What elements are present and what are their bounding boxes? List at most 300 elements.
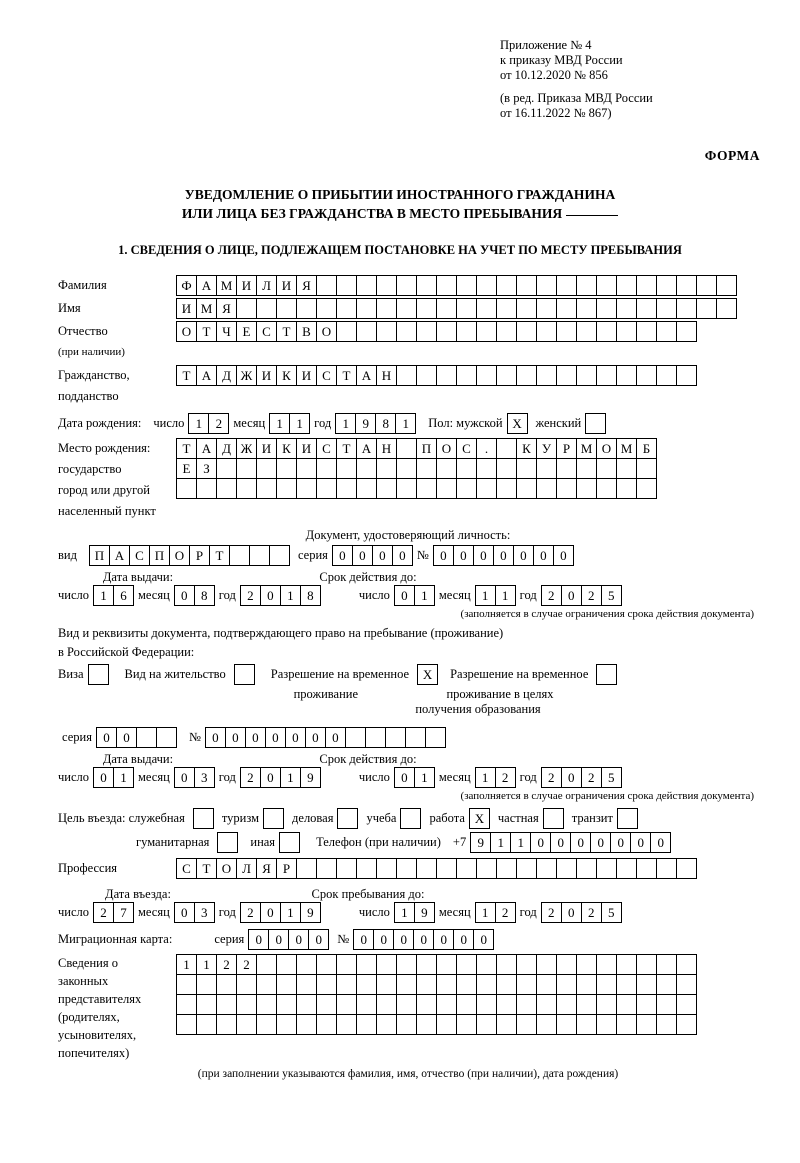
char-cell[interactable] (656, 365, 677, 386)
char-cell[interactable] (636, 994, 657, 1015)
char-cell[interactable]: М (616, 438, 637, 459)
char-cell[interactable] (296, 994, 317, 1015)
char-cell[interactable] (396, 321, 417, 342)
char-cell[interactable] (276, 458, 297, 479)
char-cell[interactable]: Р (556, 438, 577, 459)
char-cell[interactable]: 0 (394, 767, 415, 788)
char-cell[interactable] (676, 858, 697, 879)
char-cell[interactable]: И (256, 365, 277, 386)
char-cell[interactable] (616, 298, 637, 319)
char-cell[interactable]: 5 (601, 902, 622, 923)
char-cell[interactable] (596, 275, 617, 296)
char-cell[interactable]: 0 (473, 545, 494, 566)
char-cell[interactable] (576, 478, 597, 499)
char-cell[interactable] (256, 994, 277, 1015)
birth-month-input[interactable] (269, 413, 310, 434)
char-cell[interactable]: Н (376, 365, 397, 386)
char-cell[interactable] (236, 974, 257, 995)
char-cell[interactable]: 0 (530, 832, 551, 853)
char-cell[interactable] (536, 478, 557, 499)
char-cell[interactable]: 0 (260, 767, 281, 788)
char-cell[interactable] (436, 954, 457, 975)
char-cell[interactable] (256, 974, 277, 995)
char-cell[interactable]: О (169, 545, 190, 566)
surname-input[interactable] (176, 275, 737, 296)
char-cell[interactable]: 1 (475, 902, 496, 923)
char-cell[interactable] (296, 858, 317, 879)
visa-checkbox[interactable] (88, 664, 109, 685)
char-cell[interactable] (556, 321, 577, 342)
char-cell[interactable]: Д (216, 365, 237, 386)
char-cell[interactable]: 9 (470, 832, 491, 853)
char-cell[interactable]: Д (216, 438, 237, 459)
char-cell[interactable] (596, 1014, 617, 1035)
char-cell[interactable]: 0 (561, 902, 582, 923)
char-cell[interactable] (436, 994, 457, 1015)
char-cell[interactable]: 0 (550, 832, 571, 853)
char-cell[interactable]: 1 (93, 585, 114, 606)
birthplace-row-2[interactable] (176, 458, 657, 479)
char-cell[interactable]: К (276, 365, 297, 386)
stay-day-input[interactable] (394, 902, 435, 923)
char-cell[interactable]: Т (336, 365, 357, 386)
char-cell[interactable] (356, 974, 377, 995)
char-cell[interactable] (656, 954, 677, 975)
char-cell[interactable] (636, 1014, 657, 1035)
permit-valid-year-input[interactable] (541, 767, 622, 788)
birthplace-row-1[interactable] (176, 438, 657, 459)
char-cell[interactable] (256, 954, 277, 975)
char-cell[interactable] (676, 275, 697, 296)
char-cell[interactable] (425, 727, 446, 748)
char-cell[interactable] (396, 994, 417, 1015)
char-cell[interactable] (376, 858, 397, 879)
char-cell[interactable] (296, 298, 317, 319)
entry-month-input[interactable] (174, 902, 215, 923)
char-cell[interactable]: 0 (372, 545, 393, 566)
char-cell[interactable] (256, 478, 277, 499)
char-cell[interactable]: 1 (414, 767, 435, 788)
char-cell[interactable]: У (536, 438, 557, 459)
char-cell[interactable]: 1 (289, 413, 310, 434)
char-cell[interactable] (316, 298, 337, 319)
char-cell[interactable]: 2 (581, 585, 602, 606)
char-cell[interactable] (316, 458, 337, 479)
id-valid-year-input[interactable] (541, 585, 622, 606)
char-cell[interactable]: 2 (581, 767, 602, 788)
char-cell[interactable] (229, 545, 250, 566)
char-cell[interactable] (636, 321, 657, 342)
char-cell[interactable] (356, 321, 377, 342)
char-cell[interactable] (676, 365, 697, 386)
char-cell[interactable] (216, 994, 237, 1015)
char-cell[interactable] (516, 298, 537, 319)
char-cell[interactable] (596, 954, 617, 975)
char-cell[interactable] (256, 458, 277, 479)
permit-valid-month-input[interactable] (475, 767, 516, 788)
char-cell[interactable] (396, 365, 417, 386)
char-cell[interactable] (596, 478, 617, 499)
char-cell[interactable] (516, 858, 537, 879)
char-cell[interactable]: 0 (473, 929, 494, 950)
char-cell[interactable] (316, 994, 337, 1015)
char-cell[interactable] (516, 365, 537, 386)
char-cell[interactable] (696, 298, 717, 319)
char-cell[interactable]: К (516, 438, 537, 459)
char-cell[interactable] (456, 1014, 477, 1035)
char-cell[interactable] (456, 298, 477, 319)
char-cell[interactable]: 0 (392, 545, 413, 566)
char-cell[interactable]: М (196, 298, 217, 319)
birthplace-row-3[interactable] (176, 478, 657, 499)
id-valid-day-input[interactable] (394, 585, 435, 606)
char-cell[interactable] (356, 478, 377, 499)
char-cell[interactable] (365, 727, 386, 748)
char-cell[interactable]: 0 (570, 832, 591, 853)
char-cell[interactable]: И (256, 438, 277, 459)
char-cell[interactable]: 1 (510, 832, 531, 853)
char-cell[interactable] (336, 321, 357, 342)
char-cell[interactable] (676, 298, 697, 319)
char-cell[interactable]: В (296, 321, 317, 342)
char-cell[interactable] (196, 974, 217, 995)
char-cell[interactable] (416, 458, 437, 479)
char-cell[interactable] (336, 858, 357, 879)
char-cell[interactable] (496, 365, 517, 386)
legal-rep-row-2[interactable] (176, 974, 697, 995)
char-cell[interactable] (596, 321, 617, 342)
citizenship-input[interactable] (176, 365, 697, 386)
char-cell[interactable] (216, 974, 237, 995)
char-cell[interactable]: 0 (610, 832, 631, 853)
char-cell[interactable]: О (596, 438, 617, 459)
char-cell[interactable] (496, 438, 517, 459)
char-cell[interactable] (336, 954, 357, 975)
char-cell[interactable] (436, 298, 457, 319)
purpose-transit-checkbox[interactable] (617, 808, 638, 829)
char-cell[interactable]: 1 (176, 954, 197, 975)
char-cell[interactable] (376, 994, 397, 1015)
char-cell[interactable] (636, 858, 657, 879)
purpose-business-checkbox[interactable] (337, 808, 358, 829)
id-valid-month-input[interactable] (475, 585, 516, 606)
char-cell[interactable] (656, 298, 677, 319)
char-cell[interactable] (576, 365, 597, 386)
char-cell[interactable]: 0 (93, 767, 114, 788)
char-cell[interactable] (136, 727, 157, 748)
char-cell[interactable] (376, 478, 397, 499)
char-cell[interactable]: 9 (300, 767, 321, 788)
char-cell[interactable]: 1 (269, 413, 290, 434)
id-issue-year-input[interactable] (240, 585, 321, 606)
char-cell[interactable] (276, 994, 297, 1015)
char-cell[interactable] (256, 298, 277, 319)
char-cell[interactable]: 1 (188, 413, 209, 434)
char-cell[interactable] (636, 458, 657, 479)
char-cell[interactable]: 9 (355, 413, 376, 434)
char-cell[interactable] (656, 275, 677, 296)
char-cell[interactable]: 0 (533, 545, 554, 566)
id-number-input[interactable] (433, 545, 574, 566)
char-cell[interactable]: 1 (475, 767, 496, 788)
char-cell[interactable]: 0 (413, 929, 434, 950)
char-cell[interactable]: 0 (453, 929, 474, 950)
char-cell[interactable] (296, 954, 317, 975)
char-cell[interactable] (296, 974, 317, 995)
temp-residence-checkbox[interactable]: X (417, 664, 438, 685)
char-cell[interactable] (385, 727, 406, 748)
char-cell[interactable] (236, 458, 257, 479)
char-cell[interactable]: 0 (332, 545, 353, 566)
char-cell[interactable] (436, 478, 457, 499)
char-cell[interactable] (636, 954, 657, 975)
char-cell[interactable]: 0 (433, 545, 454, 566)
permit-issue-month-input[interactable] (174, 767, 215, 788)
char-cell[interactable] (436, 974, 457, 995)
char-cell[interactable] (496, 321, 517, 342)
char-cell[interactable] (576, 458, 597, 479)
purpose-private-checkbox[interactable] (543, 808, 564, 829)
char-cell[interactable]: 1 (280, 585, 301, 606)
char-cell[interactable] (456, 458, 477, 479)
char-cell[interactable]: 0 (265, 727, 286, 748)
char-cell[interactable]: С (176, 858, 197, 879)
char-cell[interactable] (436, 365, 457, 386)
char-cell[interactable]: 0 (205, 727, 226, 748)
char-cell[interactable] (316, 478, 337, 499)
char-cell[interactable] (156, 727, 177, 748)
char-cell[interactable] (516, 994, 537, 1015)
char-cell[interactable]: 0 (260, 585, 281, 606)
char-cell[interactable] (356, 994, 377, 1015)
char-cell[interactable] (416, 298, 437, 319)
char-cell[interactable]: И (236, 275, 257, 296)
char-cell[interactable] (636, 974, 657, 995)
char-cell[interactable] (396, 1014, 417, 1035)
patronymic-input[interactable] (176, 321, 697, 342)
char-cell[interactable] (536, 974, 557, 995)
migration-number-input[interactable] (353, 929, 494, 950)
char-cell[interactable] (356, 858, 377, 879)
char-cell[interactable]: 0 (650, 832, 671, 853)
char-cell[interactable] (276, 974, 297, 995)
char-cell[interactable]: О (316, 321, 337, 342)
char-cell[interactable] (576, 954, 597, 975)
char-cell[interactable] (396, 298, 417, 319)
entry-day-input[interactable] (93, 902, 134, 923)
char-cell[interactable]: 9 (414, 902, 435, 923)
char-cell[interactable] (436, 321, 457, 342)
char-cell[interactable] (496, 1014, 517, 1035)
residence-permit-checkbox[interactable] (234, 664, 255, 685)
char-cell[interactable] (496, 458, 517, 479)
char-cell[interactable]: И (296, 365, 317, 386)
char-cell[interactable] (536, 1014, 557, 1035)
char-cell[interactable] (296, 1014, 317, 1035)
char-cell[interactable] (516, 1014, 537, 1035)
char-cell[interactable] (269, 545, 290, 566)
char-cell[interactable] (416, 954, 437, 975)
char-cell[interactable]: Е (236, 321, 257, 342)
char-cell[interactable] (556, 275, 577, 296)
char-cell[interactable]: 0 (245, 727, 266, 748)
char-cell[interactable]: 2 (216, 954, 237, 975)
char-cell[interactable] (516, 954, 537, 975)
char-cell[interactable] (436, 458, 457, 479)
char-cell[interactable] (556, 994, 577, 1015)
char-cell[interactable] (476, 954, 497, 975)
char-cell[interactable] (216, 478, 237, 499)
char-cell[interactable]: 0 (174, 902, 195, 923)
char-cell[interactable] (436, 858, 457, 879)
char-cell[interactable] (436, 1014, 457, 1035)
char-cell[interactable] (616, 994, 637, 1015)
char-cell[interactable] (405, 727, 426, 748)
char-cell[interactable] (376, 974, 397, 995)
char-cell[interactable] (636, 298, 657, 319)
char-cell[interactable] (316, 858, 337, 879)
char-cell[interactable]: П (149, 545, 170, 566)
char-cell[interactable] (536, 275, 557, 296)
char-cell[interactable] (616, 858, 637, 879)
char-cell[interactable]: А (196, 438, 217, 459)
char-cell[interactable]: Р (276, 858, 297, 879)
char-cell[interactable]: О (436, 438, 457, 459)
char-cell[interactable]: 0 (353, 929, 374, 950)
char-cell[interactable] (376, 1014, 397, 1035)
char-cell[interactable] (496, 478, 517, 499)
char-cell[interactable]: 0 (305, 727, 326, 748)
char-cell[interactable] (456, 858, 477, 879)
char-cell[interactable]: С (129, 545, 150, 566)
char-cell[interactable] (396, 478, 417, 499)
char-cell[interactable] (276, 298, 297, 319)
permit-issue-day-input[interactable] (93, 767, 134, 788)
char-cell[interactable] (316, 954, 337, 975)
char-cell[interactable] (296, 478, 317, 499)
char-cell[interactable] (536, 458, 557, 479)
legal-rep-row-3[interactable] (176, 994, 697, 1015)
char-cell[interactable] (576, 321, 597, 342)
char-cell[interactable] (396, 974, 417, 995)
char-cell[interactable] (416, 974, 437, 995)
char-cell[interactable] (316, 974, 337, 995)
char-cell[interactable] (336, 298, 357, 319)
char-cell[interactable] (496, 994, 517, 1015)
purpose-humanitarian-checkbox[interactable] (217, 832, 238, 853)
char-cell[interactable]: 0 (260, 902, 281, 923)
char-cell[interactable]: 2 (541, 585, 562, 606)
char-cell[interactable] (656, 321, 677, 342)
char-cell[interactable] (516, 478, 537, 499)
purpose-work-checkbox[interactable]: X (469, 808, 490, 829)
char-cell[interactable]: 2 (495, 767, 516, 788)
char-cell[interactable] (336, 458, 357, 479)
char-cell[interactable] (476, 994, 497, 1015)
char-cell[interactable]: Л (256, 275, 277, 296)
char-cell[interactable] (556, 974, 577, 995)
char-cell[interactable] (416, 478, 437, 499)
char-cell[interactable] (596, 994, 617, 1015)
char-cell[interactable] (216, 458, 237, 479)
char-cell[interactable] (596, 974, 617, 995)
char-cell[interactable] (616, 365, 637, 386)
birth-year-input[interactable] (335, 413, 416, 434)
char-cell[interactable]: 0 (493, 545, 514, 566)
char-cell[interactable]: 0 (553, 545, 574, 566)
char-cell[interactable]: 5 (601, 585, 622, 606)
char-cell[interactable]: Т (336, 438, 357, 459)
char-cell[interactable] (396, 858, 417, 879)
char-cell[interactable]: П (89, 545, 110, 566)
char-cell[interactable]: П (416, 438, 437, 459)
char-cell[interactable]: 2 (240, 767, 261, 788)
char-cell[interactable] (196, 994, 217, 1015)
char-cell[interactable]: С (456, 438, 477, 459)
char-cell[interactable] (236, 994, 257, 1015)
char-cell[interactable] (276, 1014, 297, 1035)
char-cell[interactable] (436, 275, 457, 296)
char-cell[interactable]: 0 (174, 585, 195, 606)
permit-number-input[interactable] (205, 727, 446, 748)
char-cell[interactable] (376, 298, 397, 319)
char-cell[interactable]: 7 (113, 902, 134, 923)
char-cell[interactable] (656, 858, 677, 879)
char-cell[interactable]: А (196, 365, 217, 386)
sex-male-checkbox[interactable]: X (507, 413, 528, 434)
char-cell[interactable]: 0 (561, 585, 582, 606)
char-cell[interactable]: Я (296, 275, 317, 296)
char-cell[interactable]: С (256, 321, 277, 342)
permit-valid-day-input[interactable] (394, 767, 435, 788)
char-cell[interactable] (376, 275, 397, 296)
char-cell[interactable] (476, 858, 497, 879)
char-cell[interactable] (616, 321, 637, 342)
char-cell[interactable]: 3 (194, 767, 215, 788)
char-cell[interactable]: 0 (373, 929, 394, 950)
char-cell[interactable]: 0 (325, 727, 346, 748)
char-cell[interactable]: Н (376, 438, 397, 459)
char-cell[interactable]: А (109, 545, 130, 566)
char-cell[interactable]: 2 (240, 585, 261, 606)
char-cell[interactable]: Т (176, 438, 197, 459)
char-cell[interactable] (376, 954, 397, 975)
char-cell[interactable] (316, 1014, 337, 1035)
char-cell[interactable] (396, 954, 417, 975)
char-cell[interactable]: А (196, 275, 217, 296)
char-cell[interactable]: 0 (285, 727, 306, 748)
entry-year-input[interactable] (240, 902, 321, 923)
char-cell[interactable]: М (216, 275, 237, 296)
edu-residence-checkbox[interactable] (596, 664, 617, 685)
char-cell[interactable]: 2 (240, 902, 261, 923)
char-cell[interactable] (236, 1014, 257, 1035)
char-cell[interactable] (496, 298, 517, 319)
char-cell[interactable] (676, 954, 697, 975)
char-cell[interactable]: Ж (236, 438, 257, 459)
char-cell[interactable]: Ж (236, 365, 257, 386)
char-cell[interactable] (636, 478, 657, 499)
char-cell[interactable]: 0 (630, 832, 651, 853)
char-cell[interactable] (376, 458, 397, 479)
char-cell[interactable]: 0 (453, 545, 474, 566)
char-cell[interactable]: 2 (581, 902, 602, 923)
char-cell[interactable] (616, 954, 637, 975)
permit-issue-year-input[interactable] (240, 767, 321, 788)
char-cell[interactable]: 2 (93, 902, 114, 923)
char-cell[interactable] (456, 994, 477, 1015)
permit-series-input[interactable] (96, 727, 177, 748)
